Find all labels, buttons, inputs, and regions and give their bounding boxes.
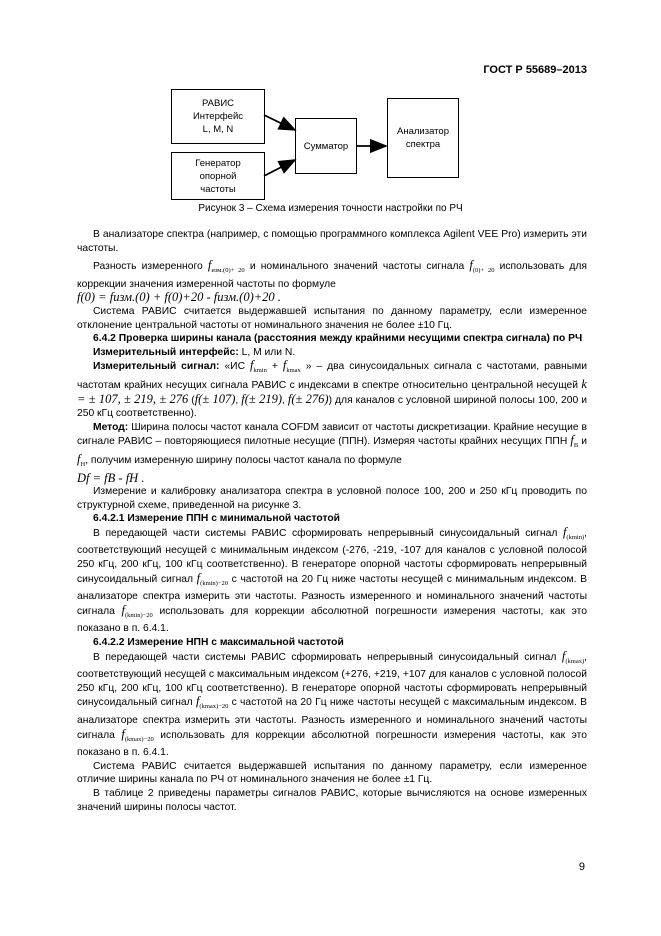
formula: Df = fВ - fН . bbox=[77, 470, 145, 485]
paragraph: Метод: Ширина полосы частот канала COFDM зависит от частоты дискретизации. Крайние несущие в сигнале РАВИС – повторяющиеся пилотные несущие (ППН). Измеряя частоты крайних несущих ППН $f_В$ и $f_Н$, получим измеренную ширину полосы частот канала по формуле bbox=[77, 421, 587, 468]
arrow-box2-to-summator bbox=[264, 160, 295, 176]
ravis-interface-box: РАВИС Интерфейс L, M, N bbox=[171, 89, 265, 144]
document-body bbox=[77, 228, 587, 814]
section-heading: 6.4.2.2 Измерение НПН с максимальной частотой bbox=[93, 637, 344, 649]
formula: f(0) = fизм.(0) + f(0)+20 - fизм.(0)+20 . bbox=[77, 290, 281, 305]
paragraph: В таблице 2 приведены параметры сигналов РАВИС, которые вычисляются на основе измеренных значений ширины полосы частот. bbox=[77, 787, 587, 813]
paragraph: В передающей части системы РАВИС сформировать непрерывный синусоидальный сигнал $f_{(kmin)}$, соответствующий несущей с минимальным индексом (-276, -219, -107 для каналов с условной полосой 250 кГц, 200 кГц, 100 кГц соответственно). В генераторе опорной частоты сформировать непрерывный синусоидальный сигнал $f_{(kmin)-20}$ с частотой на 20 Гц ниже частоты несущей с минимальным индексом. В анализаторе спектра измерить эти частоты. Разность измеренного и номинального значений частоты сигнала $f_{(kmin)-20}$ использовать для коррекции абсолютной погрешности измерения частоты, как это показано в п. 6.4.1. bbox=[77, 524, 587, 635]
summator-box: Сумматор bbox=[295, 118, 357, 174]
standard-number: ГОСТ Р 55689–2013 bbox=[483, 64, 587, 76]
paragraph: Измерительный интерфейс: L, M или N. bbox=[93, 346, 296, 358]
spectrum-analyzer-box: Анализатор спектра bbox=[387, 98, 459, 178]
paragraph: В передающей части системы РАВИС сформировать непрерывный синусоидальный сигнал $f_{(kmax)}$, соответствующий несущей с максимальным индексом (+276, +219, +107 для каналов с условной полосой 250 кГц, 200 кГц, 100 кГц соответственно). В генераторе опорной частоты сформировать непрерывный синусоидальный сигнал $f_{(kmax)-20}$ с частотой на 20 Гц ниже частоты несущей с максимальным индексом. В анализаторе спектра измерить эти частоты. Разность измеренного и номинального значений частоты сигнала $f_{(kmax)-20}$ использовать для коррекции абсолютной погрешности измерения частоты, как это показано в п. 6.4.1. bbox=[77, 648, 587, 759]
reference-generator-box: Генератор опорной частоты bbox=[171, 152, 265, 200]
paragraph: Система РАВИС считается выдержавшей испытания по данному параметру, если измеренное отличие ширины канала по РЧ от номинального значения не более ±1 Гц. bbox=[77, 760, 587, 786]
section-heading: 6.4.2 Проверка ширины канала (расстояния между крайними несущими спектра сигнала) по РЧ bbox=[93, 333, 583, 345]
section-heading: 6.4.2.1 Измерение ППН с минимальной частотой bbox=[93, 513, 340, 525]
page-number: 9 bbox=[578, 861, 585, 873]
paragraph: Разность измеренного $f_{изм.(0)+ 20}$ и номинального значений частоты сигнала $f_{(0)+ 20}$ использовать для коррекции значения измеренной частоты по формуле bbox=[77, 258, 587, 290]
arrow-box1-to-summator bbox=[264, 115, 295, 130]
paragraph: Измерение и калибровку анализатора спектра в условной полосе 100, 200 и 250 кГц проводить по структурной схеме, приведенной на рисунке 3. bbox=[77, 486, 587, 511]
paragraph: В анализаторе спектра (например, с помощью программного комплекса Agilent VEE Pro) измерить эти частоты. bbox=[77, 229, 587, 254]
figure-caption: Рисунок 3 – Схема измерения точности настройки по РЧ bbox=[198, 203, 463, 214]
paragraph: Система РАВИС считается выдержавшей испытания по данному параметру, если измеренное отклонение центральной частоты от номинального значения не более ±10 Гц. bbox=[77, 305, 587, 331]
paragraph: Измерительный сигнал: «ИС $f_{kmin} + f_{kmax}$ » – два синусоидальных сигнала с частотами, равными частотам крайних несущих сигнала РАВИС с индексами в спектре относительно центральной несущей k = ± 107, ± 219, ± 276 (f(± 107), f(± 219), f(± 276)) для каналов с условной шириной полосы 100, 200 и 250 кГц соответственно). bbox=[77, 358, 587, 420]
